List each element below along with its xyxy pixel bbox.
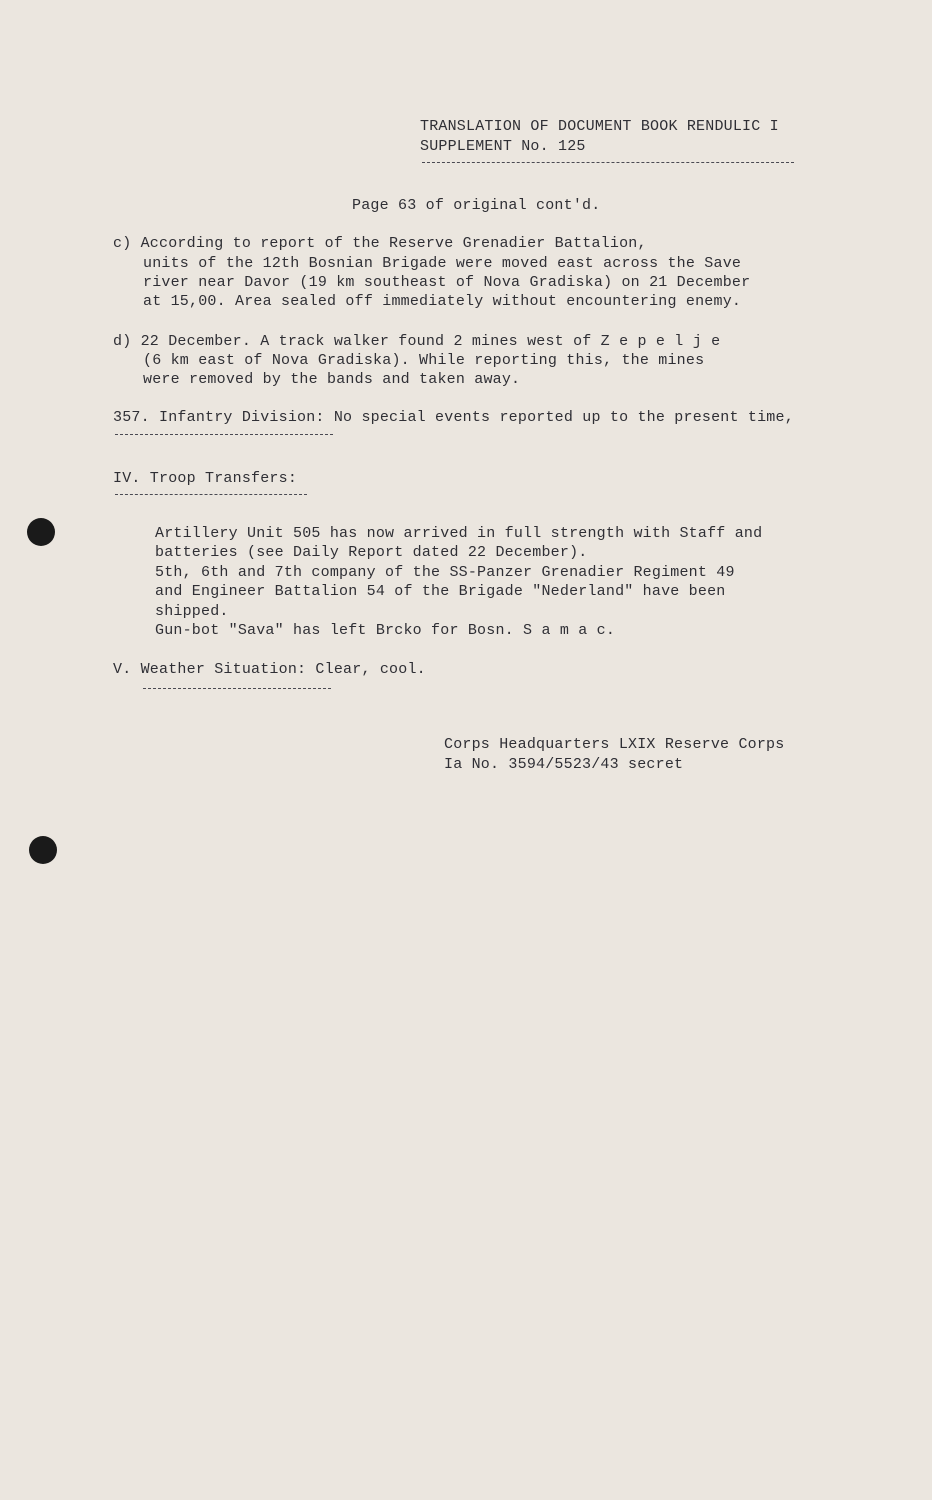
troop-transfers-heading: IV. Troop Transfers: bbox=[113, 470, 298, 487]
signature-headquarters: Corps Headquarters LXIX Reserve Corps bbox=[444, 736, 785, 753]
troop-transfers-underline bbox=[115, 494, 307, 495]
punch-hole bbox=[29, 836, 57, 864]
troop-transfers-line: Artillery Unit 505 has now arrived in full strength with Staff and bbox=[155, 525, 763, 542]
header-supplement: SUPPLEMENT No. 125 bbox=[420, 138, 586, 155]
paragraph-c-line: c) According to report of the Reserve Grenadier Battalion, bbox=[113, 235, 647, 252]
paragraph-c-line: units of the 12th Bosnian Brigade were moved east across the Save bbox=[143, 255, 742, 272]
page-reference: Page 63 of original cont'd. bbox=[352, 197, 601, 214]
infantry-underline bbox=[115, 434, 333, 435]
troop-transfers-line: Gun-bot "Sava" has left Brcko for Bosn. S a m a c. bbox=[155, 622, 616, 639]
troop-transfers-line: 5th, 6th and 7th company of the SS-Panzer Grenadier Regiment 49 bbox=[155, 564, 735, 581]
punch-hole bbox=[27, 518, 55, 546]
paragraph-d-line: d) 22 December. A track walker found 2 mines west of Z e p e l j e bbox=[113, 333, 721, 350]
header-underline bbox=[422, 162, 794, 163]
paragraph-c-line: river near Davor (19 km southeast of Nova Gradiska) on 21 December bbox=[143, 274, 751, 291]
header-title: TRANSLATION OF DOCUMENT BOOK RENDULIC I bbox=[420, 118, 779, 135]
troop-transfers-line: and Engineer Battalion 54 of the Brigade "Nederland" have been bbox=[155, 583, 726, 600]
weather-situation: V. Weather Situation: Clear, cool. bbox=[113, 661, 426, 678]
paragraph-d-line: were removed by the bands and taken away. bbox=[143, 371, 521, 388]
paragraph-d-line: (6 km east of Nova Gradiska). While reporting this, the mines bbox=[143, 352, 705, 369]
paragraph-c-line: at 15,00. Area sealed off immediately without encountering enemy. bbox=[143, 293, 742, 310]
weather-underline bbox=[143, 688, 331, 689]
troop-transfers-line: batteries (see Daily Report dated 22 December). bbox=[155, 544, 588, 561]
troop-transfers-line: shipped. bbox=[155, 603, 229, 620]
signature-reference: Ia No. 3594/5523/43 secret bbox=[444, 756, 684, 773]
infantry-division-report: 357. Infantry Division: No special events reported up to the present time, bbox=[113, 409, 794, 426]
